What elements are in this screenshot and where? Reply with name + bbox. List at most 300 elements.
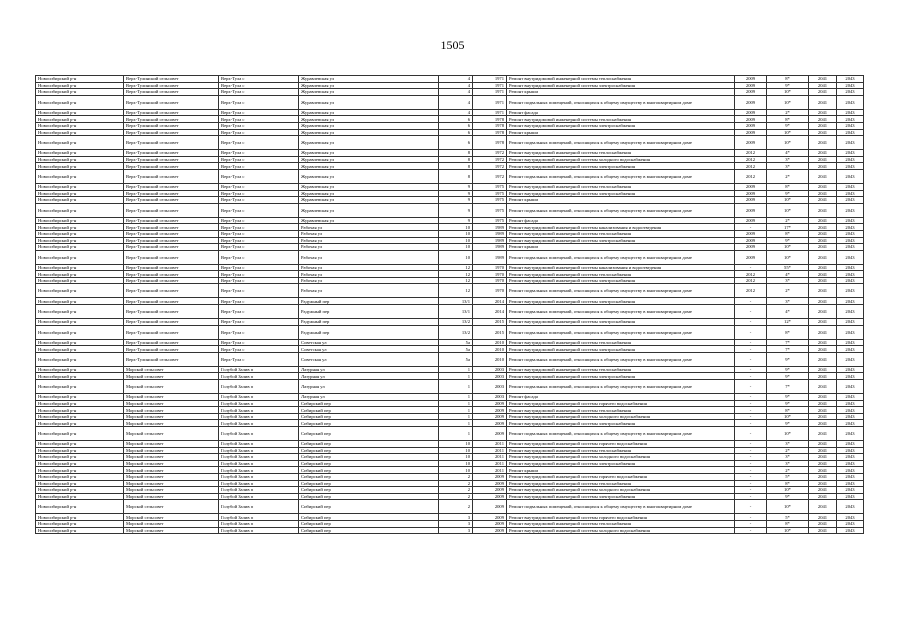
work-type-cell: Ремонт внутридомовой инженерной системы теплоснабжения xyxy=(507,150,735,157)
end-year-cell: 2043 xyxy=(837,129,864,136)
wear-cell: 10* xyxy=(767,95,809,109)
house-cell: 1 xyxy=(439,380,473,394)
street-cell: Рабочая ул xyxy=(299,237,439,244)
last-repair-cell: 2009 xyxy=(735,183,767,190)
street-cell: Журавлевская ул xyxy=(299,109,439,116)
settlement-cell: Верх-Тула с xyxy=(219,190,299,197)
table-row xyxy=(36,298,864,305)
settlement-cell: Голубой Залив п xyxy=(219,366,299,373)
house-cell: 9 xyxy=(439,197,473,204)
last-repair-cell: 2012 xyxy=(735,163,767,170)
house-cell: 10 xyxy=(439,460,473,467)
built-year-cell: 1970 xyxy=(473,264,507,271)
start-year-cell: 2041 xyxy=(809,284,837,298)
house-cell: 1 xyxy=(439,366,473,373)
house-cell: 13/2 xyxy=(439,325,473,339)
district-cell: Новосибирский р-н xyxy=(36,394,124,401)
municipality-cell: Верх-Тулинский сельсовет xyxy=(124,95,219,109)
settlement-cell: Верх-Тула с xyxy=(219,264,299,271)
end-year-cell: 2043 xyxy=(837,298,864,305)
house-cell: 10 xyxy=(439,250,473,264)
table-row xyxy=(36,427,864,441)
wear-cell: 4* xyxy=(767,271,809,278)
house-cell: 4 xyxy=(439,89,473,96)
district-cell: Новосибирский р-н xyxy=(36,217,124,224)
settlement-cell: Верх-Тула с xyxy=(219,129,299,136)
municipality-cell: Верх-Тулинский сельсовет xyxy=(124,82,219,89)
start-year-cell: 2041 xyxy=(809,467,837,474)
start-year-cell: 2041 xyxy=(809,380,837,394)
wear-cell: 10* xyxy=(767,136,809,150)
wear-cell: 8* xyxy=(767,183,809,190)
start-year-cell: 2041 xyxy=(809,230,837,237)
wear-cell: 10* xyxy=(767,89,809,96)
work-type-cell: Ремонт внутридомовой инженерной системы теплоснабжения xyxy=(507,230,735,237)
last-repair-cell: 2009 xyxy=(735,217,767,224)
settlement-cell: Верх-Тула с xyxy=(219,82,299,89)
house-cell: 2 xyxy=(439,473,473,480)
work-type-cell: Ремонт внутридомовой инженерной системы холодного водоснабжения xyxy=(507,413,735,420)
municipality-cell: Верх-Тулинский сельсовет xyxy=(124,197,219,204)
house-cell: 8 xyxy=(439,163,473,170)
settlement-cell: Верх-Тула с xyxy=(219,89,299,96)
last-repair-cell: - xyxy=(735,264,767,271)
wear-cell: 2* xyxy=(767,217,809,224)
municipality-cell: Верх-Тулинский сельсовет xyxy=(124,76,219,83)
district-cell: Новосибирский р-н xyxy=(36,366,124,373)
street-cell: Сибирский пер xyxy=(299,420,439,427)
start-year-cell: 2041 xyxy=(809,250,837,264)
settlement-cell: Голубой Залив п xyxy=(219,400,299,407)
start-year-cell: 2041 xyxy=(809,264,837,271)
district-cell: Новосибирский р-н xyxy=(36,298,124,305)
street-cell: Лазурная ул xyxy=(299,394,439,401)
built-year-cell: 2009 xyxy=(473,427,507,441)
end-year-cell: 2043 xyxy=(837,109,864,116)
table-row xyxy=(36,460,864,467)
district-cell: Новосибирский р-н xyxy=(36,224,124,231)
end-year-cell: 2043 xyxy=(837,454,864,461)
municipality-cell: Морской сельсовет xyxy=(124,447,219,454)
municipality-cell: Верх-Тулинский сельсовет xyxy=(124,325,219,339)
table-row xyxy=(36,76,864,83)
street-cell: Рабочая ул xyxy=(299,230,439,237)
house-cell: 12 xyxy=(439,271,473,278)
district-cell: Новосибирский р-н xyxy=(36,122,124,129)
house-cell: 1 xyxy=(439,400,473,407)
house-cell: 2 xyxy=(439,487,473,494)
work-type-cell: Ремонт крыши xyxy=(507,129,735,136)
last-repair-cell: 2009 xyxy=(735,109,767,116)
municipality-cell: Морской сельсовет xyxy=(124,394,219,401)
last-repair-cell: - xyxy=(735,527,767,534)
table-row xyxy=(36,441,864,448)
work-type-cell: Ремонт внутридомовой инженерной системы теплоснабжения xyxy=(507,447,735,454)
settlement-cell: Верх-Тула с xyxy=(219,156,299,163)
start-year-cell: 2041 xyxy=(809,325,837,339)
last-repair-cell: 2012 xyxy=(735,277,767,284)
house-cell: 3 xyxy=(439,527,473,534)
last-repair-cell: - xyxy=(735,339,767,346)
table-row xyxy=(36,339,864,346)
wear-cell: 3* xyxy=(767,441,809,448)
start-year-cell: 2041 xyxy=(809,500,837,514)
start-year-cell: 2041 xyxy=(809,224,837,231)
street-cell: Радужный пер xyxy=(299,298,439,305)
wear-cell: 7* xyxy=(767,346,809,353)
built-year-cell: 1970 xyxy=(473,277,507,284)
municipality-cell: Верх-Тулинский сельсовет xyxy=(124,346,219,353)
last-repair-cell: 2012 xyxy=(735,284,767,298)
end-year-cell: 2043 xyxy=(837,122,864,129)
start-year-cell: 2041 xyxy=(809,122,837,129)
municipality-cell: Верх-Тулинский сельсовет xyxy=(124,217,219,224)
municipality-cell: Верх-Тулинский сельсовет xyxy=(124,339,219,346)
street-cell: Сибирский пер xyxy=(299,480,439,487)
end-year-cell: 2043 xyxy=(837,467,864,474)
street-cell: Радужный пер xyxy=(299,325,439,339)
settlement-cell: Верх-Тула с xyxy=(219,305,299,319)
end-year-cell: 2043 xyxy=(837,150,864,157)
start-year-cell: 2041 xyxy=(809,197,837,204)
municipality-cell: Верх-Тулинский сельсовет xyxy=(124,277,219,284)
work-type-cell: Ремонт подвальных помещений, относящихся к общему имуществу в многоквартирном доме xyxy=(507,380,735,394)
last-repair-cell: - xyxy=(735,514,767,521)
district-cell: Новосибирский р-н xyxy=(36,500,124,514)
wear-cell: 9* xyxy=(767,237,809,244)
table-row xyxy=(36,473,864,480)
start-year-cell: 2041 xyxy=(809,460,837,467)
street-cell: Сибирский пер xyxy=(299,520,439,527)
district-cell: Новосибирский р-н xyxy=(36,319,124,326)
built-year-cell: 1970 xyxy=(473,284,507,298)
municipality-cell: Морской сельсовет xyxy=(124,380,219,394)
built-year-cell: 1972 xyxy=(473,169,507,183)
wear-cell: 9* xyxy=(767,352,809,366)
work-type-cell: Ремонт внутридомовой инженерной системы электроснабжения xyxy=(507,237,735,244)
last-repair-cell: - xyxy=(735,487,767,494)
last-repair-cell: 2009 xyxy=(735,95,767,109)
house-cell: 2 xyxy=(439,500,473,514)
start-year-cell: 2041 xyxy=(809,366,837,373)
wear-cell: 9* xyxy=(767,122,809,129)
house-cell: 1 xyxy=(439,373,473,380)
start-year-cell: 2041 xyxy=(809,116,837,123)
settlement-cell: Верх-Тула с xyxy=(219,183,299,190)
table-row xyxy=(36,380,864,394)
work-type-cell: Ремонт крыши xyxy=(507,467,735,474)
wear-cell: 9* xyxy=(767,394,809,401)
table-row xyxy=(36,224,864,231)
municipality-cell: Морской сельсовет xyxy=(124,520,219,527)
built-year-cell: 1978 xyxy=(473,129,507,136)
built-year-cell: 2003 xyxy=(473,366,507,373)
work-type-cell: Ремонт внутридомовой инженерной системы электроснабжения xyxy=(507,298,735,305)
house-cell: 12 xyxy=(439,284,473,298)
start-year-cell: 2041 xyxy=(809,339,837,346)
wear-cell: 8* xyxy=(767,230,809,237)
built-year-cell: 1978 xyxy=(473,116,507,123)
end-year-cell: 2043 xyxy=(837,183,864,190)
house-cell: 1 xyxy=(439,394,473,401)
end-year-cell: 2043 xyxy=(837,76,864,83)
start-year-cell: 2041 xyxy=(809,514,837,521)
street-cell: Сибирский пер xyxy=(299,493,439,500)
wear-cell: 10* xyxy=(767,250,809,264)
municipality-cell: Верх-Тулинский сельсовет xyxy=(124,319,219,326)
settlement-cell: Голубой Залив п xyxy=(219,407,299,414)
start-year-cell: 2041 xyxy=(809,394,837,401)
municipality-cell: Верх-Тулинский сельсовет xyxy=(124,352,219,366)
house-cell: 2 xyxy=(439,493,473,500)
last-repair-cell: - xyxy=(735,480,767,487)
municipality-cell: Верх-Тулинский сельсовет xyxy=(124,230,219,237)
municipality-cell: Верх-Тулинский сельсовет xyxy=(124,150,219,157)
end-year-cell: 2043 xyxy=(837,89,864,96)
built-year-cell: 1975 xyxy=(473,217,507,224)
last-repair-cell: 2009 xyxy=(735,230,767,237)
end-year-cell: 2043 xyxy=(837,366,864,373)
end-year-cell: 2043 xyxy=(837,136,864,150)
built-year-cell: 2011 xyxy=(473,467,507,474)
house-cell: 12 xyxy=(439,277,473,284)
wear-cell: 9* xyxy=(767,493,809,500)
street-cell: Сибирский пер xyxy=(299,473,439,480)
table-row xyxy=(36,480,864,487)
district-cell: Новосибирский р-н xyxy=(36,480,124,487)
start-year-cell: 2041 xyxy=(809,163,837,170)
settlement-cell: Верх-Тула с xyxy=(219,346,299,353)
built-year-cell: 1972 xyxy=(473,150,507,157)
district-cell: Новосибирский р-н xyxy=(36,514,124,521)
end-year-cell: 2043 xyxy=(837,339,864,346)
settlement-cell: Верх-Тула с xyxy=(219,163,299,170)
street-cell: Сибирский пер xyxy=(299,460,439,467)
last-repair-cell: - xyxy=(735,441,767,448)
street-cell: Сибирский пер xyxy=(299,467,439,474)
built-year-cell: 1970 xyxy=(473,271,507,278)
house-cell: 2 xyxy=(439,480,473,487)
work-type-cell: Ремонт внутридомовой инженерной системы электроснабжения xyxy=(507,373,735,380)
table-row xyxy=(36,116,864,123)
municipality-cell: Морской сельсовет xyxy=(124,460,219,467)
last-repair-cell: - xyxy=(735,467,767,474)
work-type-cell: Ремонт крыши xyxy=(507,244,735,251)
wear-cell: 17* xyxy=(767,224,809,231)
house-cell: 1 xyxy=(439,427,473,441)
district-cell: Новосибирский р-н xyxy=(36,237,124,244)
district-cell: Новосибирский р-н xyxy=(36,413,124,420)
last-repair-cell: 2009 xyxy=(735,76,767,83)
start-year-cell: 2041 xyxy=(809,346,837,353)
last-repair-cell: - xyxy=(735,493,767,500)
start-year-cell: 2041 xyxy=(809,420,837,427)
start-year-cell: 2041 xyxy=(809,527,837,534)
district-cell: Новосибирский р-н xyxy=(36,487,124,494)
house-cell: 10 xyxy=(439,447,473,454)
wear-cell: 5* xyxy=(767,514,809,521)
built-year-cell: 2014 xyxy=(473,298,507,305)
municipality-cell: Верх-Тулинский сельсовет xyxy=(124,89,219,96)
district-cell: Новосибирский р-н xyxy=(36,250,124,264)
built-year-cell: 1975 xyxy=(473,183,507,190)
district-cell: Новосибирский р-н xyxy=(36,197,124,204)
last-repair-cell: 2012 xyxy=(735,156,767,163)
street-cell: Советская ул xyxy=(299,339,439,346)
settlement-cell: Голубой Залив п xyxy=(219,520,299,527)
work-type-cell: Ремонт фасада xyxy=(507,394,735,401)
start-year-cell: 2041 xyxy=(809,237,837,244)
built-year-cell: 2009 xyxy=(473,420,507,427)
end-year-cell: 2043 xyxy=(837,394,864,401)
built-year-cell: 2009 xyxy=(473,400,507,407)
built-year-cell: 2009 xyxy=(473,514,507,521)
work-type-cell: Ремонт внутридомовой инженерной системы теплоснабжения xyxy=(507,271,735,278)
built-year-cell: 2009 xyxy=(473,527,507,534)
table-row xyxy=(36,284,864,298)
municipality-cell: Морской сельсовет xyxy=(124,427,219,441)
end-year-cell: 2043 xyxy=(837,447,864,454)
end-year-cell: 2043 xyxy=(837,203,864,217)
last-repair-cell: 2012 xyxy=(735,169,767,183)
table-row xyxy=(36,169,864,183)
municipality-cell: Морской сельсовет xyxy=(124,500,219,514)
settlement-cell: Верх-Тула с xyxy=(219,271,299,278)
last-repair-cell: - xyxy=(735,500,767,514)
municipality-cell: Морской сельсовет xyxy=(124,473,219,480)
wear-cell: 4* xyxy=(767,305,809,319)
built-year-cell: 1971 xyxy=(473,109,507,116)
work-type-cell: Ремонт подвальных помещений, относящихся к общему имуществу в многоквартирном доме xyxy=(507,500,735,514)
municipality-cell: Верх-Тулинский сельсовет xyxy=(124,122,219,129)
district-cell: Новосибирский р-н xyxy=(36,473,124,480)
built-year-cell: 2011 xyxy=(473,454,507,461)
settlement-cell: Голубой Залив п xyxy=(219,493,299,500)
district-cell: Новосибирский р-н xyxy=(36,89,124,96)
wear-cell: 3* xyxy=(767,454,809,461)
table-row xyxy=(36,122,864,129)
last-repair-cell: - xyxy=(735,427,767,441)
work-type-cell: Ремонт внутридомовой инженерной системы теплоснабжения xyxy=(507,520,735,527)
wear-cell: 10* xyxy=(767,487,809,494)
work-type-cell: Ремонт подвальных помещений, относящихся к общему имуществу в многоквартирном доме xyxy=(507,427,735,441)
last-repair-cell: 2009 xyxy=(735,136,767,150)
wear-cell: 9* xyxy=(767,400,809,407)
house-cell: 10 xyxy=(439,441,473,448)
district-cell: Новосибирский р-н xyxy=(36,467,124,474)
built-year-cell: 1989 xyxy=(473,237,507,244)
settlement-cell: Верх-Тула с xyxy=(219,169,299,183)
wear-cell: 5* xyxy=(767,473,809,480)
house-cell: 4 xyxy=(439,109,473,116)
municipality-cell: Верх-Тулинский сельсовет xyxy=(124,284,219,298)
house-cell: 6 xyxy=(439,129,473,136)
end-year-cell: 2043 xyxy=(837,82,864,89)
last-repair-cell: - xyxy=(735,352,767,366)
work-type-cell: Ремонт внутридомовой инженерной системы теплоснабжения xyxy=(507,183,735,190)
built-year-cell: 1978 xyxy=(473,136,507,150)
street-cell: Журавлевская ул xyxy=(299,163,439,170)
street-cell: Журавлевская ул xyxy=(299,122,439,129)
last-repair-cell: 2009 xyxy=(735,190,767,197)
street-cell: Журавлевская ул xyxy=(299,190,439,197)
built-year-cell: 2011 xyxy=(473,447,507,454)
wear-cell: 3* xyxy=(767,460,809,467)
district-cell: Новосибирский р-н xyxy=(36,420,124,427)
table-row xyxy=(36,514,864,521)
start-year-cell: 2041 xyxy=(809,493,837,500)
street-cell: Журавлевская ул xyxy=(299,197,439,204)
start-year-cell: 2041 xyxy=(809,129,837,136)
start-year-cell: 2041 xyxy=(809,277,837,284)
work-type-cell: Ремонт внутридомовой инженерной системы холодного водоснабжения xyxy=(507,527,735,534)
built-year-cell: 2009 xyxy=(473,480,507,487)
district-cell: Новосибирский р-н xyxy=(36,373,124,380)
street-cell: Советская ул xyxy=(299,352,439,366)
built-year-cell: 2009 xyxy=(473,493,507,500)
built-year-cell: 2009 xyxy=(473,473,507,480)
table-body xyxy=(36,76,864,534)
district-cell: Новосибирский р-н xyxy=(36,460,124,467)
end-year-cell: 2043 xyxy=(837,156,864,163)
start-year-cell: 2041 xyxy=(809,305,837,319)
district-cell: Новосибирский р-н xyxy=(36,109,124,116)
wear-cell: 2* xyxy=(767,109,809,116)
work-type-cell: Ремонт внутридомовой инженерной системы электроснабжения xyxy=(507,277,735,284)
district-cell: Новосибирский р-н xyxy=(36,520,124,527)
work-type-cell: Ремонт внутридомовой инженерной системы холодного водоснабжения xyxy=(507,156,735,163)
wear-cell: 2* xyxy=(767,447,809,454)
built-year-cell: 2010 xyxy=(473,339,507,346)
start-year-cell: 2041 xyxy=(809,441,837,448)
municipality-cell: Верх-Тулинский сельсовет xyxy=(124,136,219,150)
end-year-cell: 2043 xyxy=(837,224,864,231)
settlement-cell: Голубой Залив п xyxy=(219,467,299,474)
last-repair-cell: 2009 xyxy=(735,129,767,136)
wear-cell: 10* xyxy=(767,129,809,136)
table-row xyxy=(36,244,864,251)
house-cell: 4 xyxy=(439,82,473,89)
last-repair-cell: - xyxy=(735,400,767,407)
work-type-cell: Ремонт внутридомовой инженерной системы горячего водоснабжения xyxy=(507,514,735,521)
street-cell: Сибирский пер xyxy=(299,427,439,441)
street-cell: Журавлевская ул xyxy=(299,183,439,190)
street-cell: Журавлевская ул xyxy=(299,150,439,157)
municipality-cell: Морской сельсовет xyxy=(124,420,219,427)
street-cell: Сибирский пер xyxy=(299,500,439,514)
municipality-cell: Верх-Тулинский сельсовет xyxy=(124,163,219,170)
settlement-cell: Голубой Залив п xyxy=(219,487,299,494)
district-cell: Новосибирский р-н xyxy=(36,493,124,500)
last-repair-cell: 2012 xyxy=(735,150,767,157)
start-year-cell: 2041 xyxy=(809,373,837,380)
wear-cell: 10* xyxy=(767,413,809,420)
street-cell: Журавлевская ул xyxy=(299,136,439,150)
settlement-cell: Верх-Тула с xyxy=(219,237,299,244)
municipality-cell: Морской сельсовет xyxy=(124,407,219,414)
start-year-cell: 2041 xyxy=(809,190,837,197)
wear-cell: 10* xyxy=(767,427,809,441)
end-year-cell: 2043 xyxy=(837,250,864,264)
settlement-cell: Верх-Тула с xyxy=(219,325,299,339)
municipality-cell: Верх-Тулинский сельсовет xyxy=(124,237,219,244)
street-cell: Лазурная ул xyxy=(299,373,439,380)
start-year-cell: 2041 xyxy=(809,244,837,251)
settlement-cell: Верх-Тула с xyxy=(219,244,299,251)
street-cell: Сибирский пер xyxy=(299,447,439,454)
house-cell: 13/1 xyxy=(439,298,473,305)
start-year-cell: 2041 xyxy=(809,520,837,527)
